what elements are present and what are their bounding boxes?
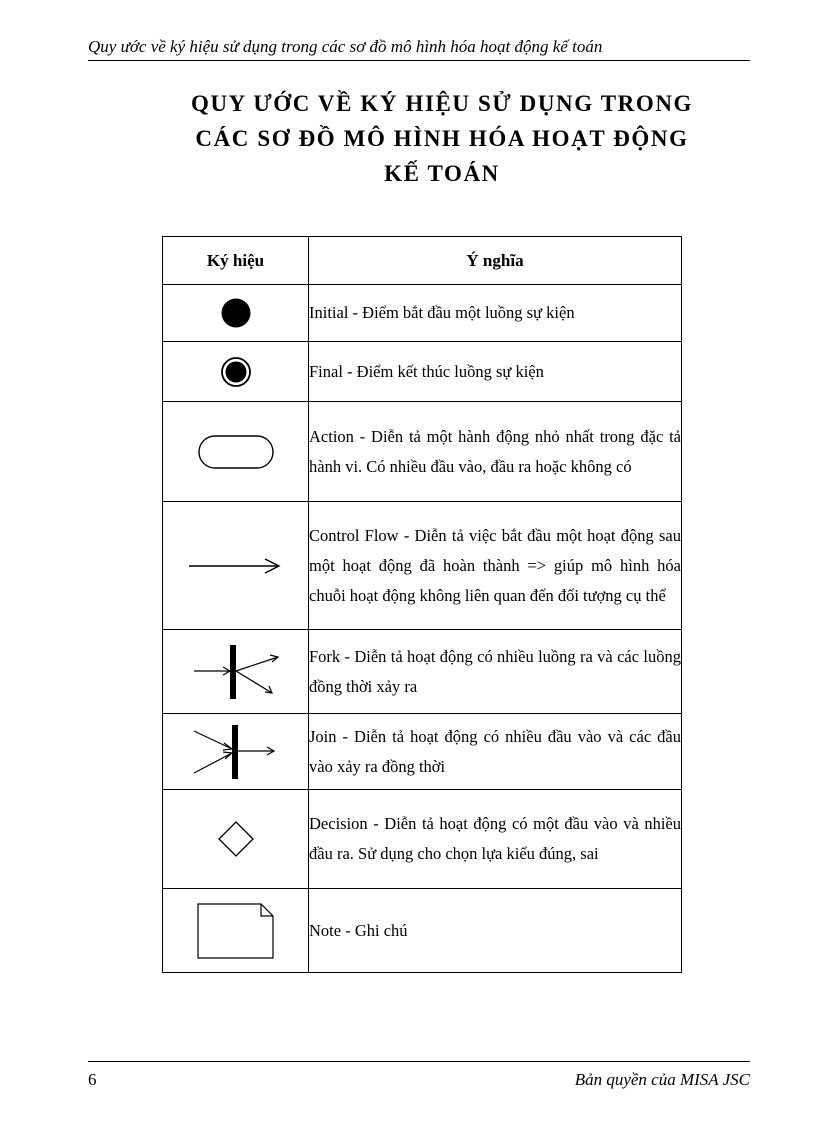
fork-bar-icon (186, 641, 286, 703)
meaning-column-header: Ý nghĩa (309, 237, 682, 285)
table-header-row (163, 237, 682, 285)
meaning-cell: Control Flow - Diễn tả việc bắt đầu một hoạt động sau một hoạt động đã hoàn thành => giúp mô hình hóa chuỗi hoạt động không liên quan đến đối tượng cụ thể (309, 502, 682, 630)
symbol-cell (163, 502, 309, 630)
table-row (163, 889, 682, 973)
symbol-cell (163, 889, 309, 973)
title-line-2: CÁC SƠ ĐỒ MÔ HÌNH HÓA HOẠT ĐỘNG (195, 126, 689, 151)
symbol-cell (163, 285, 309, 342)
title-line-3: KẾ TOÁN (384, 161, 500, 186)
table-row (163, 342, 682, 402)
page-number: 6 (88, 1070, 97, 1089)
title-line-1: QUY ƯỚC VỀ KÝ HIỆU SỬ DỤNG TRONG (190, 91, 694, 116)
control-flow-arrow-icon (181, 546, 291, 586)
symbol-cell (163, 790, 309, 889)
decision-diamond-icon (214, 817, 258, 861)
meaning-cell: Decision - Diễn tả hoạt động có một đầu vào và nhiều đầu ra. Sử dụng cho chọn lựa kiểu đúng, sai (309, 790, 682, 889)
copyright-notice: Bản quyền của MISA JSC (574, 1070, 750, 1089)
symbol-cell (163, 402, 309, 502)
table-row (163, 502, 682, 630)
page-title (88, 86, 796, 191)
table-row (163, 402, 682, 502)
symbol-cell (163, 342, 309, 402)
table-row (163, 630, 682, 714)
table-row (163, 285, 682, 342)
running-header: Quy ước về ký hiệu sử dụng trong các sơ đồ mô hình hóa hoạt động kế toán (88, 36, 750, 61)
action-node-icon (193, 431, 279, 473)
running-footer (88, 1061, 750, 1091)
table-row (163, 790, 682, 889)
meaning-cell: Note - Ghi chú (309, 889, 682, 973)
initial-node-icon (216, 293, 256, 333)
meaning-cell: Action - Diễn tả một hành động nhỏ nhất trong đặc tả hành vi. Có nhiều đầu vào, đầu ra hoặc không có (309, 402, 682, 502)
final-node-icon (216, 352, 256, 392)
symbol-column-header: Ký hiệu (163, 237, 309, 285)
meaning-cell: Join - Diễn tả hoạt động có nhiều đầu vào và các đầu vào xảy ra đồng thời (309, 714, 682, 790)
symbol-legend-table (162, 236, 682, 973)
meaning-cell: Fork - Diễn tả hoạt động có nhiều luồng ra và các luồng đồng thời xảy ra (309, 630, 682, 714)
note-icon (191, 899, 281, 963)
join-bar-icon (186, 721, 286, 783)
meaning-cell: Initial - Điểm bắt đầu một luồng sự kiện (309, 285, 682, 342)
meaning-cell: Final - Điểm kết thúc luồng sự kiện (309, 342, 682, 402)
symbol-cell (163, 714, 309, 790)
table-row (163, 714, 682, 790)
symbol-cell (163, 630, 309, 714)
